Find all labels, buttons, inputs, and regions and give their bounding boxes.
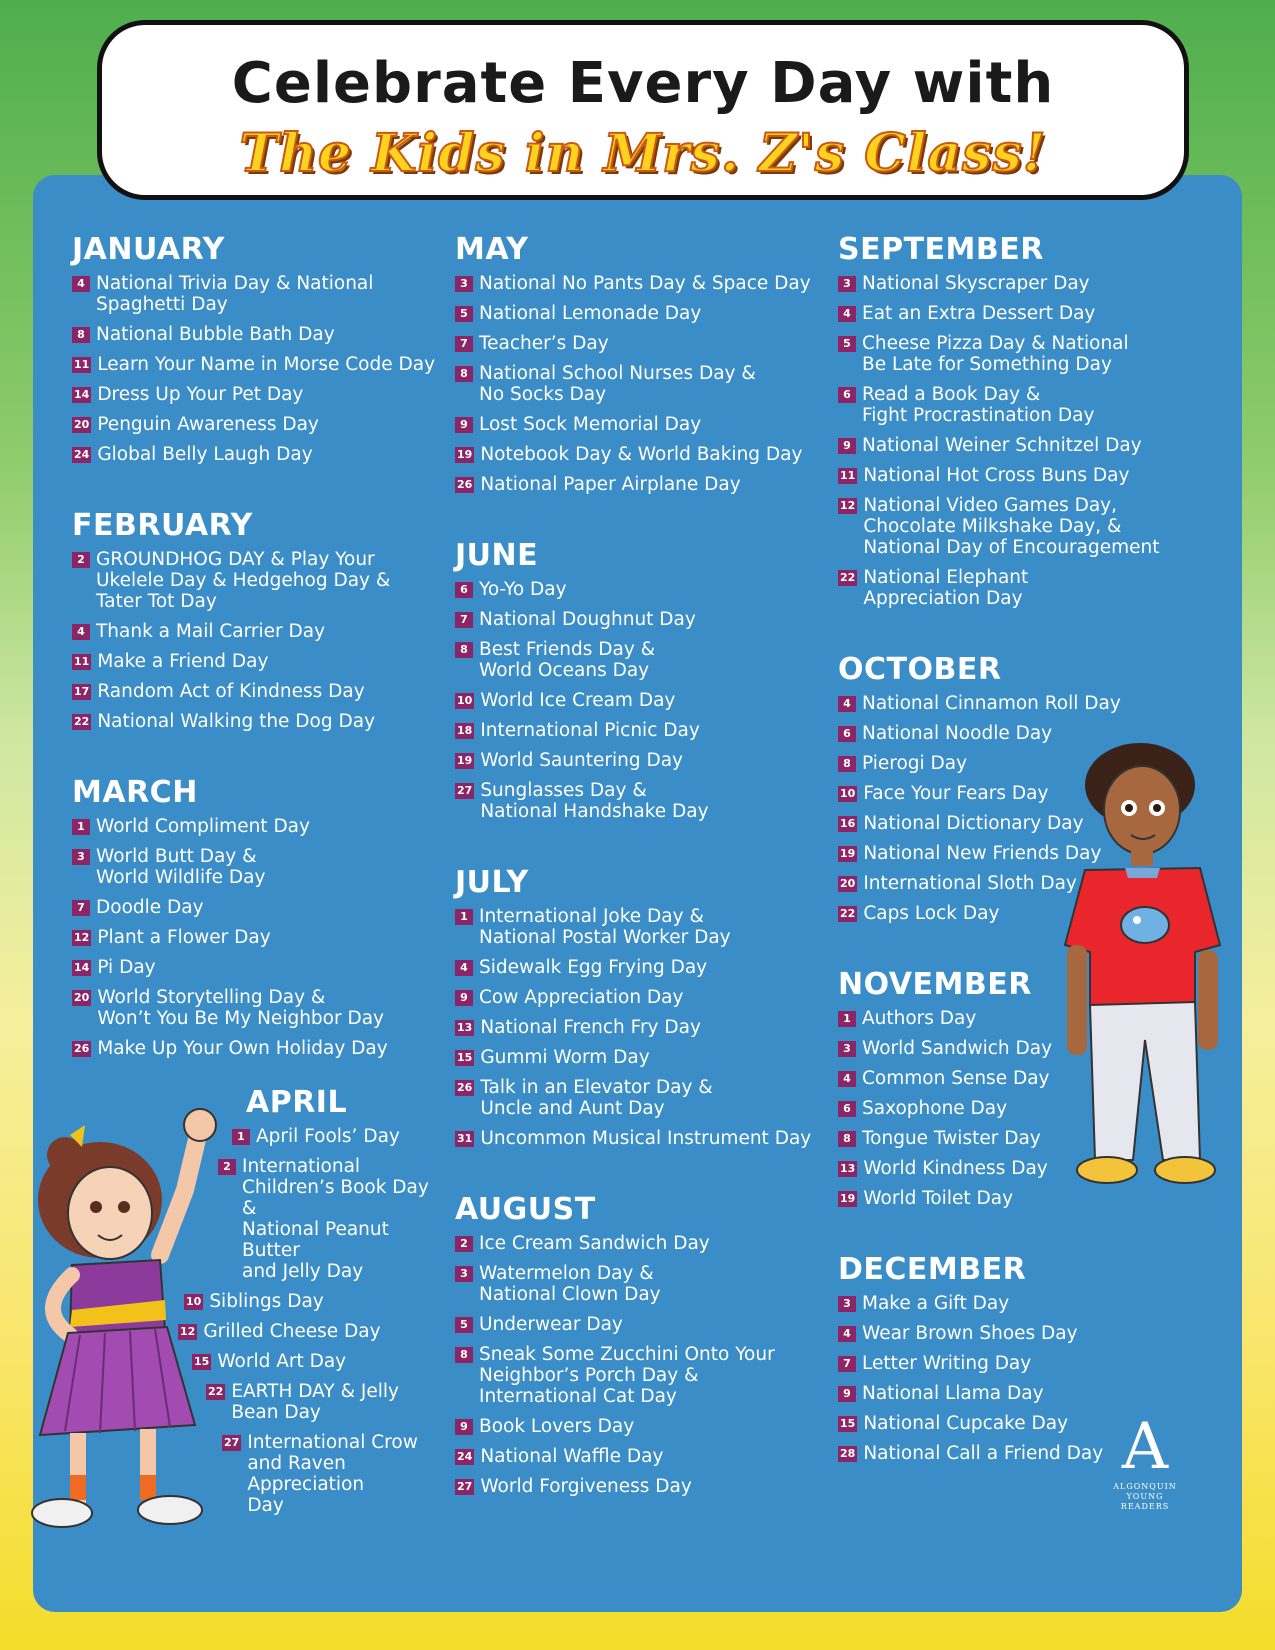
publisher-logo bbox=[1105, 1412, 1185, 1532]
holiday-name: Uncommon Musical Instrument Day bbox=[480, 1128, 812, 1149]
day-number-badge: 20 bbox=[74, 418, 90, 431]
holiday-name: World Forgiveness Day bbox=[480, 1476, 692, 1497]
holiday-item bbox=[838, 303, 1218, 324]
holiday-name: Lost Sock Memorial Day bbox=[479, 414, 702, 435]
holiday-item bbox=[232, 1126, 444, 1147]
holiday-item bbox=[838, 693, 1218, 714]
day-number-badge: 10 bbox=[457, 694, 473, 707]
day-number-badge: 14 bbox=[74, 388, 90, 401]
day-number-badge: 3 bbox=[455, 1266, 473, 1282]
holiday-name: Ice Cream Sandwich Day bbox=[479, 1233, 710, 1254]
day-number-badge: 9 bbox=[838, 438, 856, 454]
day-number-badge: 15 bbox=[194, 1355, 210, 1368]
holiday-name: World Toilet Day bbox=[863, 1188, 1014, 1209]
holiday-name: Face Your Fears Day bbox=[863, 783, 1049, 804]
day-number-badge: 3 bbox=[838, 1296, 856, 1312]
month-heading: MAY bbox=[455, 232, 529, 267]
holiday-name: April Fools’ Day bbox=[256, 1126, 400, 1147]
holiday-item bbox=[72, 444, 452, 465]
holiday-name: Siblings Day bbox=[209, 1291, 324, 1312]
day-number-badge: 2 bbox=[72, 552, 90, 568]
day-number-badge: 19 bbox=[457, 448, 473, 461]
day-number-badge: 6 bbox=[455, 582, 473, 598]
holiday-name: National Cinnamon Roll Day bbox=[862, 693, 1121, 714]
day-number-badge: 26 bbox=[457, 478, 473, 491]
holiday-item bbox=[72, 846, 452, 888]
holiday-name: National Weiner Schnitzel Day bbox=[862, 435, 1142, 456]
holiday-name: Watermelon Day & National Clown Day bbox=[479, 1263, 661, 1305]
holiday-item bbox=[455, 987, 835, 1008]
title-banner bbox=[97, 20, 1189, 200]
month-heading: DECEMBER bbox=[838, 1252, 1027, 1287]
holiday-name: Random Act of Kindness Day bbox=[97, 681, 365, 702]
holiday-name: World Butt Day & World Wildlife Day bbox=[96, 846, 266, 888]
holiday-item bbox=[72, 987, 452, 1029]
holiday-item bbox=[455, 474, 835, 495]
holiday-name: Make Up Your Own Holiday Day bbox=[97, 1038, 388, 1059]
page-subtitle: The Kids in Mrs. Z's Class! bbox=[239, 123, 1047, 184]
day-number-badge: 15 bbox=[457, 1051, 473, 1064]
holiday-item bbox=[72, 711, 452, 732]
day-number-badge: 10 bbox=[840, 787, 856, 800]
day-number-badge: 26 bbox=[457, 1081, 473, 1094]
day-number-badge: 19 bbox=[840, 847, 856, 860]
holiday-name: National Bubble Bath Day bbox=[96, 324, 335, 345]
holiday-name: National New Friends Day bbox=[863, 843, 1102, 864]
holiday-item bbox=[838, 273, 1218, 294]
day-number-badge: 1 bbox=[72, 819, 90, 835]
holiday-name: World Sandwich Day bbox=[862, 1038, 1053, 1059]
holiday-name: National Noodle Day bbox=[862, 723, 1053, 744]
holiday-name: National Cupcake Day bbox=[863, 1413, 1069, 1434]
holiday-item bbox=[72, 324, 452, 345]
holiday-item bbox=[455, 906, 835, 948]
holiday-name: Thank a Mail Carrier Day bbox=[96, 621, 326, 642]
holiday-item bbox=[72, 897, 452, 918]
girl-character-illustration bbox=[10, 1095, 260, 1555]
holiday-name: International Sloth Day bbox=[863, 873, 1077, 894]
holiday-name: Yo-Yo Day bbox=[479, 579, 567, 600]
holiday-item bbox=[838, 1323, 1218, 1344]
holiday-name: Tongue Twister Day bbox=[862, 1128, 1041, 1149]
holiday-item bbox=[455, 1314, 835, 1335]
day-number-badge: 12 bbox=[74, 931, 90, 944]
day-number-badge: 7 bbox=[838, 1356, 856, 1372]
holiday-item bbox=[455, 1263, 835, 1305]
day-number-badge: 4 bbox=[838, 696, 856, 712]
month-heading: MARCH bbox=[72, 775, 198, 810]
holiday-name: Wear Brown Shoes Day bbox=[862, 1323, 1078, 1344]
day-number-badge: 20 bbox=[74, 991, 90, 1004]
holiday-name: National Llama Day bbox=[862, 1383, 1044, 1404]
day-number-badge: 3 bbox=[838, 276, 856, 292]
holiday-item bbox=[455, 1344, 835, 1407]
holiday-name: National Doughnut Day bbox=[479, 609, 696, 630]
day-number-badge: 8 bbox=[455, 366, 473, 382]
holiday-item bbox=[72, 957, 452, 978]
day-number-badge: 26 bbox=[74, 1042, 90, 1055]
month-july bbox=[455, 865, 835, 1149]
holiday-item bbox=[455, 1077, 835, 1119]
month-march bbox=[72, 775, 452, 1059]
month-august bbox=[455, 1192, 835, 1497]
month-june bbox=[455, 538, 835, 822]
day-number-badge: 31 bbox=[457, 1132, 473, 1145]
day-number-badge: 4 bbox=[72, 624, 90, 640]
holiday-item bbox=[72, 384, 452, 405]
boy-character-illustration bbox=[1045, 740, 1245, 1195]
day-number-badge: 24 bbox=[457, 1450, 473, 1463]
holiday-item bbox=[455, 720, 835, 741]
logo-text-line1: ALGONQUIN bbox=[1113, 1482, 1177, 1491]
day-number-badge: 15 bbox=[840, 1417, 856, 1430]
day-number-badge: 17 bbox=[74, 685, 90, 698]
day-number-badge: 22 bbox=[840, 571, 856, 584]
holiday-name: World Compliment Day bbox=[96, 816, 310, 837]
day-number-badge: 28 bbox=[840, 1447, 856, 1460]
holiday-name: National No Pants Day & Space Day bbox=[479, 273, 811, 294]
day-number-badge: 22 bbox=[840, 907, 856, 920]
holiday-name: EARTH DAY & Jelly Bean Day bbox=[231, 1381, 399, 1423]
day-number-badge: 16 bbox=[840, 817, 856, 830]
holiday-name: Learn Your Name in Morse Code Day bbox=[97, 354, 436, 375]
holiday-item bbox=[455, 273, 835, 294]
day-number-badge: 11 bbox=[840, 469, 856, 482]
holiday-item bbox=[455, 363, 835, 405]
holiday-item bbox=[72, 651, 452, 672]
logo-mark: A bbox=[1121, 1410, 1169, 1484]
day-number-badge: 20 bbox=[840, 877, 856, 890]
day-number-badge: 8 bbox=[72, 327, 90, 343]
day-number-badge: 18 bbox=[457, 724, 473, 737]
holiday-item bbox=[455, 333, 835, 354]
holiday-item bbox=[455, 750, 835, 771]
holiday-name: National Trivia Day & National Spaghetti Day bbox=[96, 273, 374, 315]
day-number-badge: 5 bbox=[455, 306, 473, 322]
day-number-badge: 8 bbox=[455, 1347, 473, 1363]
holiday-name: National Waffle Day bbox=[480, 1446, 664, 1467]
day-number-badge: 7 bbox=[455, 612, 473, 628]
holiday-name: Eat an Extra Dessert Day bbox=[862, 303, 1096, 324]
month-january bbox=[72, 232, 452, 465]
holiday-item bbox=[455, 1128, 835, 1149]
holiday-name: National Video Games Day, Chocolate Milkshake Day, & National Day of Encouragement bbox=[863, 495, 1160, 558]
holiday-item bbox=[455, 1446, 835, 1467]
holiday-name: Plant a Flower Day bbox=[97, 927, 271, 948]
holiday-item bbox=[72, 414, 452, 435]
day-number-badge: 9 bbox=[838, 1386, 856, 1402]
month-september bbox=[838, 232, 1218, 609]
holiday-name: International Crow and Raven Appreciation Day bbox=[247, 1432, 418, 1516]
day-number-badge: 5 bbox=[838, 336, 856, 352]
month-heading: JUNE bbox=[455, 538, 539, 573]
day-number-badge: 8 bbox=[838, 1131, 856, 1147]
holiday-item bbox=[455, 1476, 835, 1497]
month-may bbox=[455, 232, 835, 495]
holiday-name: World Sauntering Day bbox=[480, 750, 683, 771]
month-heading: APRIL bbox=[246, 1085, 348, 1120]
holiday-name: Underwear Day bbox=[479, 1314, 623, 1335]
holiday-item bbox=[455, 1233, 835, 1254]
holiday-name: World Art Day bbox=[217, 1351, 347, 1372]
day-number-badge: 19 bbox=[457, 754, 473, 767]
day-number-badge: 3 bbox=[838, 1041, 856, 1057]
day-number-badge: 1 bbox=[232, 1129, 250, 1145]
holiday-name: Read a Book Day & Fight Procrastination Day bbox=[862, 384, 1095, 426]
holiday-item bbox=[455, 444, 835, 465]
day-number-badge: 2 bbox=[455, 1236, 473, 1252]
holiday-name: Caps Lock Day bbox=[863, 903, 1000, 924]
day-number-badge: 6 bbox=[838, 1101, 856, 1117]
holiday-item bbox=[838, 333, 1218, 375]
holiday-name: Talk in an Elevator Day & Uncle and Aunt Day bbox=[480, 1077, 713, 1119]
holiday-item bbox=[455, 303, 835, 324]
day-number-badge: 11 bbox=[74, 655, 90, 668]
day-number-badge: 22 bbox=[74, 715, 90, 728]
page-title: Celebrate Every Day with bbox=[231, 51, 1055, 116]
holiday-name: Sneak Some Zucchini Onto Your Neighbor’s Porch Day & International Cat Day bbox=[479, 1344, 775, 1407]
holiday-name: Sunglasses Day & National Handshake Day bbox=[480, 780, 709, 822]
holiday-name: Pi Day bbox=[97, 957, 156, 978]
holiday-name: Saxophone Day bbox=[862, 1098, 1008, 1119]
holiday-name: National French Fry Day bbox=[480, 1017, 701, 1038]
column-middle bbox=[455, 232, 835, 1540]
holiday-item bbox=[455, 780, 835, 822]
holiday-item bbox=[838, 435, 1218, 456]
day-number-badge: 24 bbox=[74, 448, 90, 461]
holiday-name: Dress Up Your Pet Day bbox=[97, 384, 304, 405]
holiday-name: International Joke Day & National Postal Worker Day bbox=[479, 906, 731, 948]
holiday-name: Penguin Awareness Day bbox=[97, 414, 319, 435]
month-heading: JANUARY bbox=[72, 232, 225, 267]
day-number-badge: 4 bbox=[838, 306, 856, 322]
holiday-name: Teacher’s Day bbox=[479, 333, 609, 354]
holiday-name: World Storytelling Day & Won’t You Be My Neighbor Day bbox=[97, 987, 384, 1029]
holiday-name: Gummi Worm Day bbox=[480, 1047, 650, 1068]
day-number-badge: 11 bbox=[74, 358, 90, 371]
holiday-name: National School Nurses Day & No Socks Day bbox=[479, 363, 756, 405]
holiday-item bbox=[72, 273, 452, 315]
day-number-badge: 9 bbox=[455, 990, 473, 1006]
holiday-item bbox=[455, 1416, 835, 1437]
holiday-name: International Children’s Book Day & National Peanut Butter and Jelly Day bbox=[242, 1156, 429, 1282]
day-number-badge: 13 bbox=[840, 1162, 856, 1175]
holiday-name: Pierogi Day bbox=[862, 753, 968, 774]
day-number-badge: 10 bbox=[186, 1295, 202, 1308]
holiday-name: Global Belly Laugh Day bbox=[97, 444, 313, 465]
holiday-name: Book Lovers Day bbox=[479, 1416, 635, 1437]
day-number-badge: 14 bbox=[74, 961, 90, 974]
holiday-item bbox=[838, 567, 1218, 609]
holiday-item bbox=[838, 384, 1218, 426]
holiday-name: World Kindness Day bbox=[863, 1158, 1048, 1179]
holiday-name: National Walking the Dog Day bbox=[97, 711, 376, 732]
holiday-item bbox=[838, 495, 1218, 558]
month-heading: SEPTEMBER bbox=[838, 232, 1044, 267]
day-number-badge: 5 bbox=[455, 1317, 473, 1333]
holiday-name: Cheese Pizza Day & National Be Late for Something Day bbox=[862, 333, 1129, 375]
holiday-name: National Elephant Appreciation Day bbox=[863, 567, 1029, 609]
day-number-badge: 6 bbox=[838, 387, 856, 403]
day-number-badge: 8 bbox=[455, 642, 473, 658]
day-number-badge: 4 bbox=[838, 1071, 856, 1087]
holiday-name: Best Friends Day & World Oceans Day bbox=[479, 639, 656, 681]
holiday-item bbox=[455, 609, 835, 630]
holiday-name: Make a Gift Day bbox=[862, 1293, 1010, 1314]
holiday-name: National Hot Cross Buns Day bbox=[863, 465, 1130, 486]
holiday-name: National Paper Airplane Day bbox=[480, 474, 741, 495]
holiday-item bbox=[72, 681, 452, 702]
day-number-badge: 7 bbox=[455, 336, 473, 352]
holiday-item bbox=[72, 621, 452, 642]
day-number-badge: 6 bbox=[838, 726, 856, 742]
day-number-badge: 12 bbox=[840, 499, 856, 512]
holiday-name: Grilled Cheese Day bbox=[203, 1321, 381, 1342]
day-number-badge: 27 bbox=[457, 784, 473, 797]
day-number-badge: 13 bbox=[457, 1021, 473, 1034]
holiday-name: Letter Writing Day bbox=[862, 1353, 1032, 1374]
day-number-badge: 9 bbox=[455, 1419, 473, 1435]
holiday-item bbox=[838, 1293, 1218, 1314]
day-number-badge: 3 bbox=[72, 849, 90, 865]
day-number-badge: 1 bbox=[455, 909, 473, 925]
holiday-name: International Picnic Day bbox=[480, 720, 700, 741]
holiday-item bbox=[455, 957, 835, 978]
holiday-item bbox=[455, 639, 835, 681]
day-number-badge: 19 bbox=[840, 1192, 856, 1205]
column-left bbox=[72, 232, 452, 1102]
holiday-item bbox=[838, 1383, 1218, 1404]
holiday-item bbox=[72, 354, 452, 375]
holiday-item bbox=[72, 1038, 452, 1059]
month-heading: OCTOBER bbox=[838, 652, 1002, 687]
day-number-badge: 4 bbox=[838, 1326, 856, 1342]
holiday-name: National Skyscraper Day bbox=[862, 273, 1090, 294]
holiday-item bbox=[838, 465, 1218, 486]
holiday-name: Cow Appreciation Day bbox=[479, 987, 684, 1008]
month-february bbox=[72, 508, 452, 732]
holiday-item bbox=[838, 1353, 1218, 1374]
holiday-item bbox=[72, 816, 452, 837]
holiday-item bbox=[455, 1017, 835, 1038]
holiday-name: Common Sense Day bbox=[862, 1068, 1050, 1089]
day-number-badge: 27 bbox=[457, 1480, 473, 1493]
day-number-badge: 2 bbox=[218, 1159, 236, 1175]
holiday-item bbox=[72, 927, 452, 948]
holiday-item bbox=[72, 549, 452, 612]
holiday-name: Notebook Day & World Baking Day bbox=[480, 444, 803, 465]
holiday-name: World Ice Cream Day bbox=[480, 690, 676, 711]
day-number-badge: 4 bbox=[72, 276, 90, 292]
holiday-item bbox=[455, 414, 835, 435]
holiday-name: National Dictionary Day bbox=[863, 813, 1084, 834]
day-number-badge: 4 bbox=[455, 960, 473, 976]
month-heading: AUGUST bbox=[455, 1192, 596, 1227]
day-number-badge: 7 bbox=[72, 900, 90, 916]
holiday-name: Sidewalk Egg Frying Day bbox=[479, 957, 708, 978]
holiday-name: GROUNDHOG DAY & Play Your Ukelele Day & Hedgehog Day & Tater Tot Day bbox=[96, 549, 391, 612]
day-number-badge: 1 bbox=[838, 1011, 856, 1027]
holiday-name: Authors Day bbox=[862, 1008, 977, 1029]
holiday-item bbox=[455, 1047, 835, 1068]
day-number-badge: 12 bbox=[180, 1325, 196, 1338]
holiday-name: National Call a Friend Day bbox=[863, 1443, 1104, 1464]
holiday-item bbox=[455, 579, 835, 600]
month-heading: JULY bbox=[455, 865, 529, 900]
day-number-badge: 22 bbox=[208, 1385, 224, 1398]
holiday-name: National Lemonade Day bbox=[479, 303, 702, 324]
day-number-badge: 3 bbox=[455, 276, 473, 292]
day-number-badge: 8 bbox=[838, 756, 856, 772]
day-number-badge: 27 bbox=[224, 1436, 240, 1449]
holiday-item bbox=[455, 690, 835, 711]
holiday-name: Make a Friend Day bbox=[97, 651, 269, 672]
month-heading: FEBRUARY bbox=[72, 508, 253, 543]
day-number-badge: 9 bbox=[455, 417, 473, 433]
month-heading: NOVEMBER bbox=[838, 967, 1032, 1002]
logo-text-line2: YOUNG READERS bbox=[1120, 1492, 1170, 1511]
holiday-name: Doodle Day bbox=[96, 897, 204, 918]
